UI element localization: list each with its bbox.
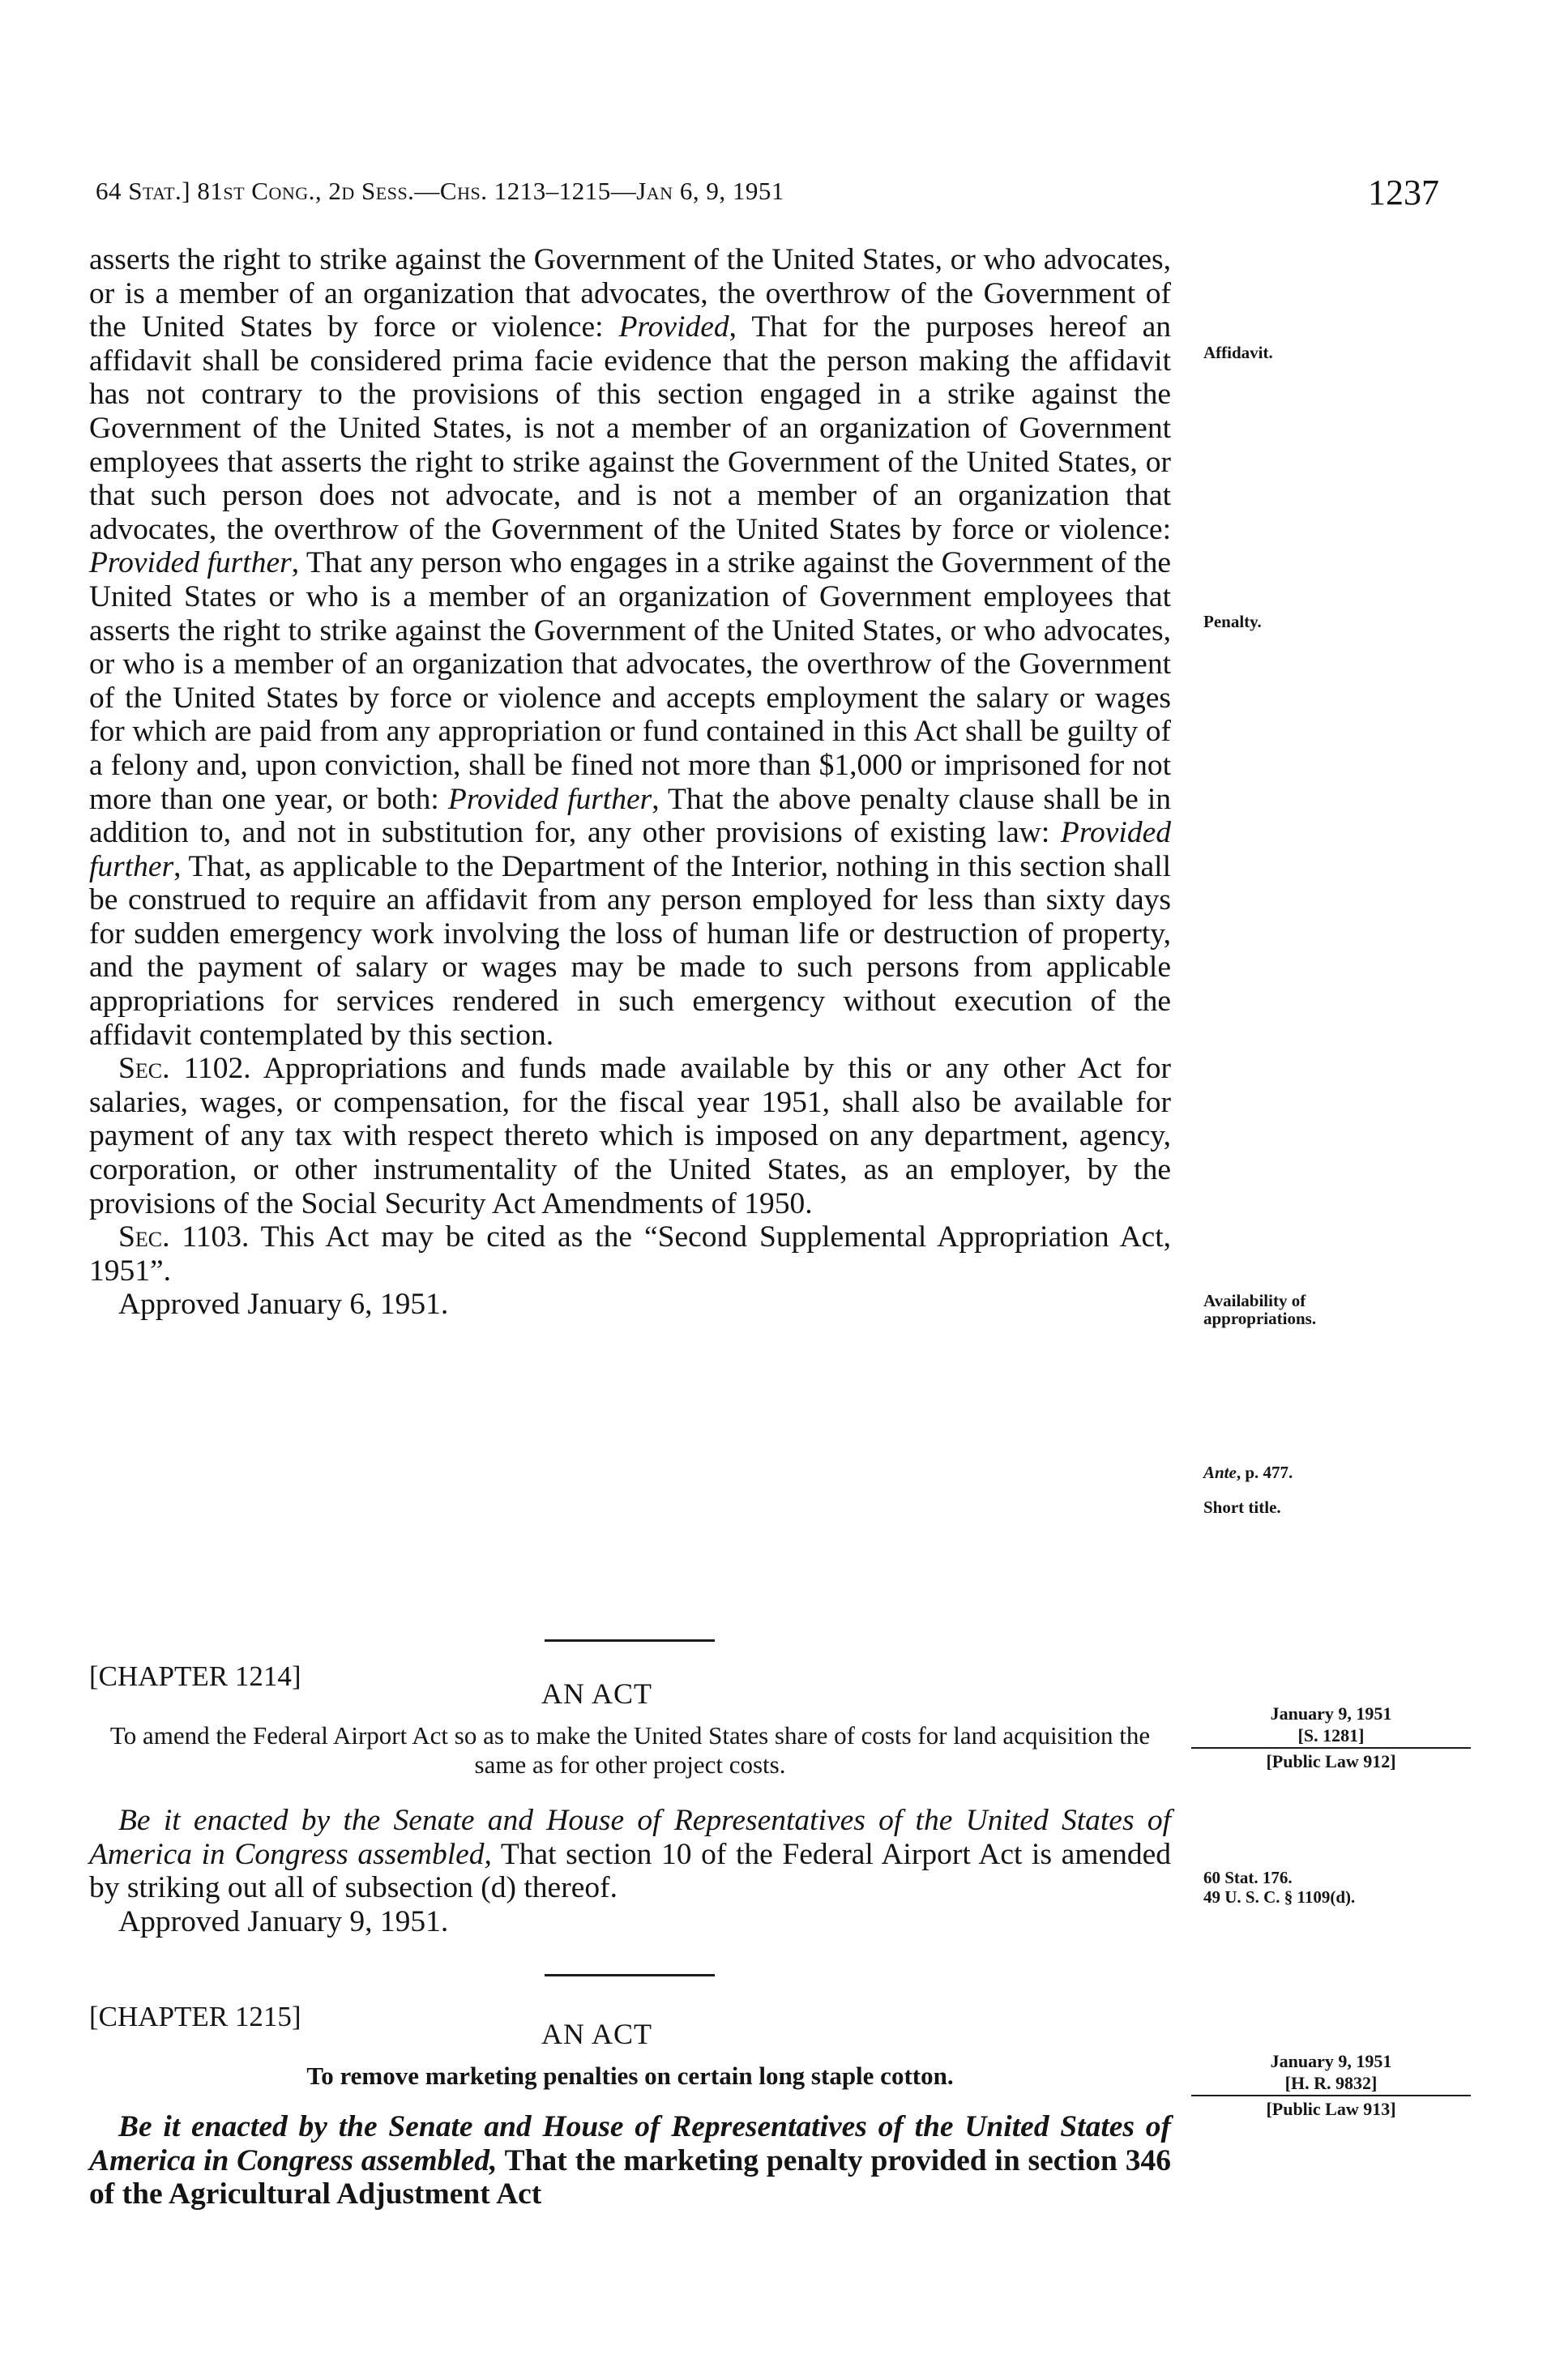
usc-reference: 49 U. S. C. § 1109(d). bbox=[1203, 1887, 1356, 1907]
ante-page: , p. 477. bbox=[1236, 1463, 1293, 1482]
margin-note-ante bbox=[1203, 1463, 1471, 1482]
running-head: 64 Stat.] 81st Cong., 2d Sess.—Chs. 1213–1215—Jan 6, 9, 1951 bbox=[96, 177, 784, 205]
an-act-label: AN ACT bbox=[541, 1677, 653, 1710]
chapter-1214-title: To amend the Federal Airport Act so as to make the United States share of costs for land acquisition the same as for other project costs. bbox=[109, 1721, 1151, 1779]
enacting-clause: Be it enacted by the Senate and House of Representatives of the United States of America in Congress assembled, bbox=[89, 2110, 1171, 2177]
text-run: , That for the purposes hereof an affidavit shall be considered prima facie evidence that the person making the affidavit has not contrary to the provisions of this section engaged in a strike against the Government of the United States, is not a member of an organization of Government employees that asserts the right to strike against the Government of the United States, or that such person does not advocate, and is not a member of an organization that advocates, the overthrow of the Government of the United States by force or violence: bbox=[89, 310, 1171, 546]
section-label: Sec. 1103. bbox=[118, 1220, 250, 1254]
section-label: Sec. 1102. bbox=[118, 1052, 251, 1086]
continuation-block bbox=[89, 243, 1171, 1322]
section-divider bbox=[545, 1974, 715, 1976]
approval-line: Approved January 9, 1951. bbox=[118, 1904, 449, 1938]
continuation-paragraph bbox=[89, 243, 1171, 1052]
public-law-number: [Public Law 913] bbox=[1266, 2099, 1396, 2119]
proviso-italic: Provided further bbox=[447, 782, 652, 816]
enactment-date: January 9, 1951 bbox=[1270, 1703, 1392, 1724]
margin-note-short-title: Short title. bbox=[1203, 1498, 1281, 1517]
margin-note-availability: Availability of appropriations. bbox=[1203, 1291, 1317, 1328]
section-1102 bbox=[89, 1052, 1171, 1220]
stat-reference: 60 Stat. 176. bbox=[1203, 1868, 1293, 1887]
bill-number: [H. R. 9832] bbox=[1284, 2073, 1378, 2093]
enactment-text: That section 10 of the Federal Airport Act is amended by striking out all of subsection (d) thereof. bbox=[89, 1837, 1171, 1905]
chapter-1215-enactment bbox=[89, 2110, 1171, 2211]
text-run: , That the above penalty clause shall be in addition to, and not in substitution for, any other provisions of existing law: bbox=[89, 782, 1172, 850]
text-run: , That, as applicable to the Department of the Interior, nothing in this section shall be construed to require an affidavit from any person employed for less than sixty days for sudden emergency work involving the loss of human life or destruction of property, and the payment of salary or wages may be made to such persons from applicable appropriations for services rendered in such emergency without execution of the affidavit contemplated by this section. bbox=[89, 849, 1171, 1052]
bill-number: [S. 1281] bbox=[1297, 1725, 1365, 1745]
text-run: asserts the right to strike against the Government of the United States, or who advocates, or is a member of an organization that advocates, the overthrow of the Government of the United States by force or violence: bbox=[89, 243, 1171, 344]
page-header bbox=[96, 172, 1439, 220]
section-text: This Act may be cited as the “Second Supplemental Appropriation Act, 1951”. bbox=[89, 1220, 1171, 1288]
enactment-text: That the marketing penalty provided in section 346 of the Agricultural Adjustment Act bbox=[89, 2143, 1171, 2211]
chapter-1215-heading: [CHAPTER 1215] bbox=[89, 2001, 301, 2032]
section-1103 bbox=[89, 1220, 1171, 1288]
enactment-date: January 9, 1951 bbox=[1270, 2051, 1392, 2071]
chapter-1214-body bbox=[89, 1804, 1171, 1938]
section-divider bbox=[545, 1639, 715, 1642]
margin-note-penalty: Penalty. bbox=[1203, 612, 1262, 631]
section-text: Appropriations and funds made available by this or any other Act for salaries, wages, or compensation, for the fiscal year 1951, shall also be available for payment of any tax with respect thereto which is imposed on any department, agency, corporation, or other instrumentality of the United States, as an employer, by the provisions of the Social Security Act Amendments of 1950. bbox=[89, 1052, 1171, 1220]
chapter-1214-heading: [CHAPTER 1214] bbox=[89, 1660, 301, 1692]
citation-rule bbox=[1191, 2095, 1471, 2096]
proviso-italic: Provided further bbox=[89, 546, 292, 580]
chapter-1214-citation bbox=[1191, 1703, 1471, 1772]
an-act-label: AN ACT bbox=[541, 2018, 653, 2050]
chapter-1215-citation bbox=[1191, 2050, 1471, 2120]
page-number: 1237 bbox=[1368, 173, 1439, 212]
chapter-1215-body bbox=[89, 2110, 1171, 2211]
margin-note-stat-ref bbox=[1203, 1868, 1483, 1907]
chapter-1215-title: To remove marketing penalties on certain long staple cotton. bbox=[306, 2062, 954, 2090]
text-run: , That any person who engages in a strike against the Government of the United States or who is a member of an organization of Government employees that asserts the right to strike against the Government of the United States, or who advocates, or who is a member of an organization that advocates, the overthrow of the Government of the United States by force or violence and accepts employment the salary or wages for which are paid from any appropriation or fund contained in this Act shall be guilty of a felony and, upon conviction, shall be fined not more than $1,000 or imprisoned for not more than one year, or both: bbox=[89, 546, 1171, 816]
approval-line: Approved January 6, 1951. bbox=[118, 1288, 449, 1322]
ante-italic: Ante bbox=[1203, 1463, 1237, 1482]
chapter-1214-enactment bbox=[89, 1804, 1171, 1905]
proviso-italic: Provided bbox=[618, 310, 729, 344]
enacting-clause: Be it enacted by the Senate and House of Representatives of the United States of America in Congress assembled, bbox=[89, 1804, 1171, 1871]
citation-rule bbox=[1191, 1747, 1471, 1749]
proviso-italic: Provided further bbox=[89, 816, 1171, 883]
public-law-number: [Public Law 912] bbox=[1266, 1751, 1396, 1771]
margin-note-affidavit: Affidavit. bbox=[1203, 343, 1273, 362]
